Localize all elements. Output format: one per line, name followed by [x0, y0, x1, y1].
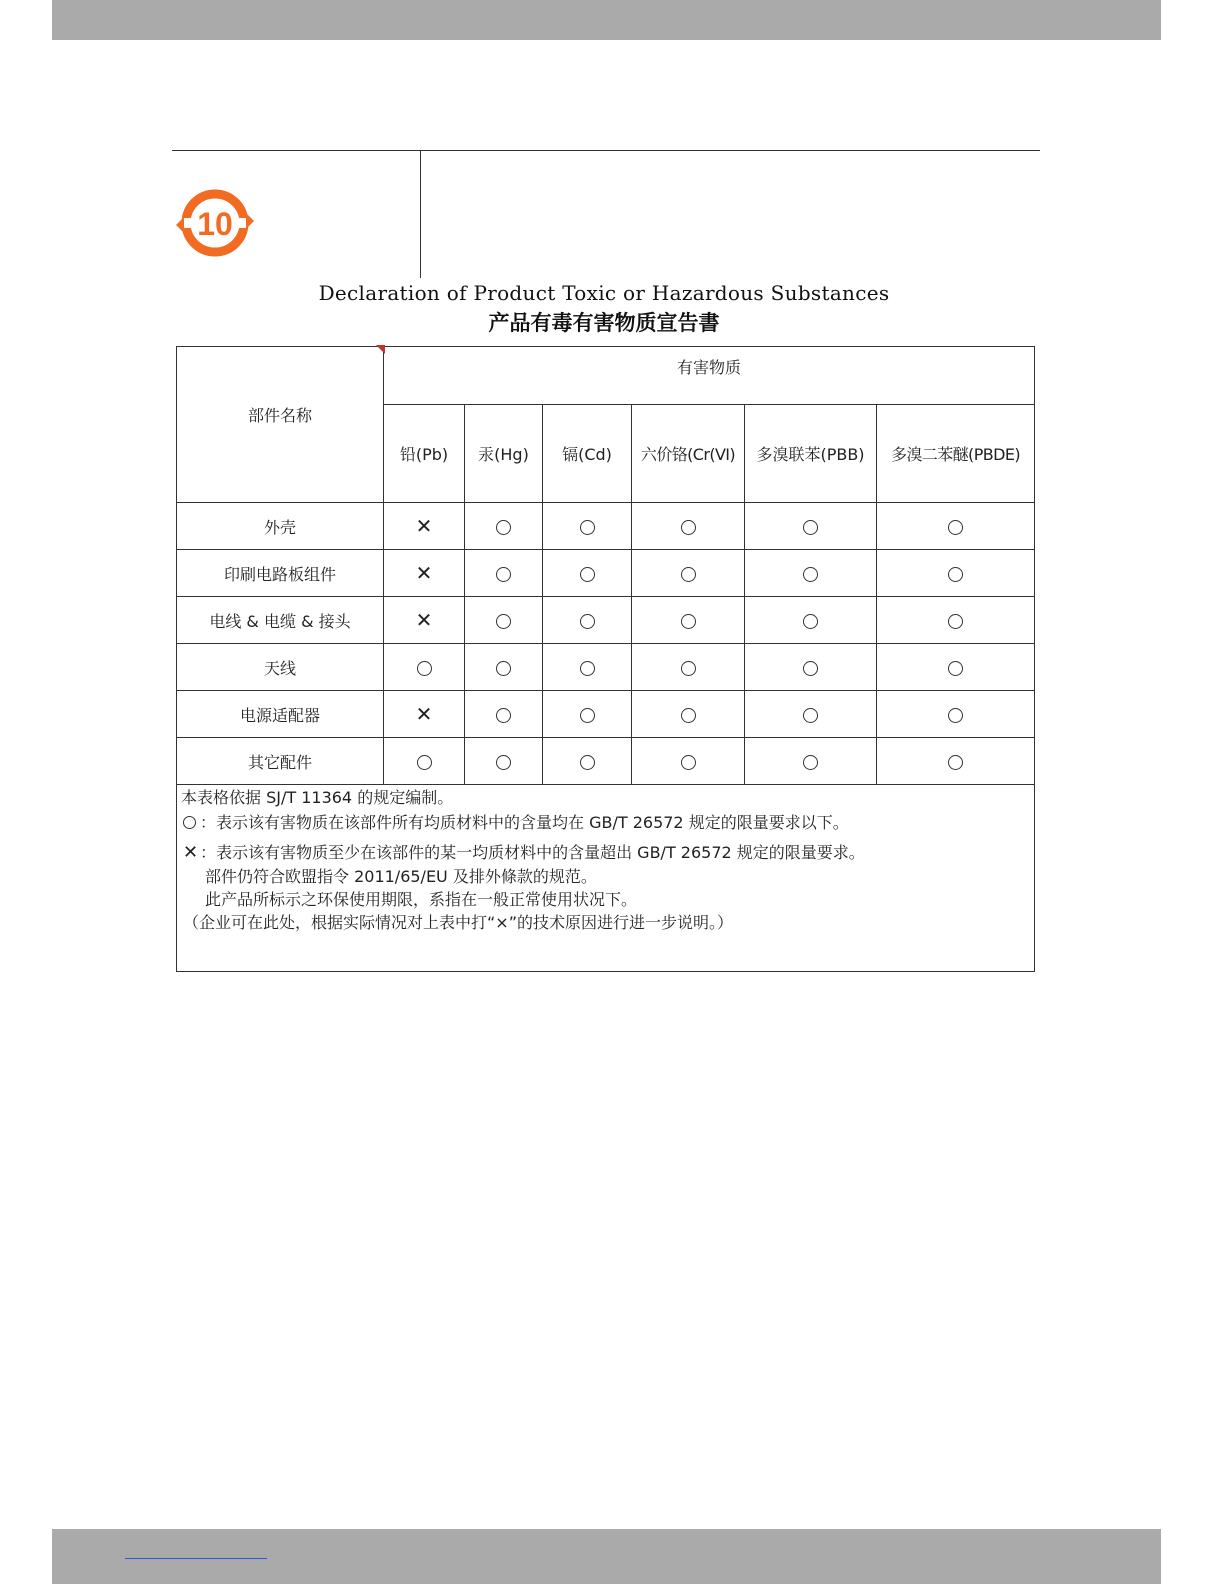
substance-status-cell: [543, 691, 632, 738]
substance-status-cell: [877, 503, 1035, 550]
within-limit-circle-icon: [948, 755, 963, 770]
substance-status-cell: [632, 503, 745, 550]
within-limit-circle-icon: [948, 661, 963, 676]
substance-status-cell: [745, 597, 877, 644]
table-row: [177, 503, 1035, 550]
header-bar: [52, 0, 1161, 40]
note-standard: 本表格依据 SJ/T 11364 的规定编制。: [181, 788, 454, 807]
part-name-cell: 电源适配器: [177, 691, 384, 738]
note-use-period: 此产品所标示之环保使用期限，系指在一般正常使用状况下。: [205, 890, 638, 909]
within-limit-circle-icon: [803, 755, 818, 770]
exceeds-limit-cross-icon: ✕: [415, 561, 433, 586]
substance-status-cell: [543, 503, 632, 550]
part-name-cell: 印刷电路板组件: [177, 550, 384, 597]
substance-status-cell: [745, 503, 877, 550]
substance-status-cell: [543, 644, 632, 691]
exceeds-limit-cross-icon: ✕: [415, 608, 433, 633]
header-rule: [172, 150, 1040, 151]
substance-status-cell: [384, 691, 465, 738]
substance-status-cell: [632, 550, 745, 597]
substance-status-cell: [632, 691, 745, 738]
part-name-cell: 天线: [177, 644, 384, 691]
comment-marker: [376, 345, 385, 354]
within-limit-circle-icon: [417, 755, 432, 770]
substance-status-cell: [877, 550, 1035, 597]
note-explanation: （企业可在此处，根据实际情况对上表中打“×”的技术原因进行进一步说明。）: [183, 913, 733, 932]
part-name-cell: 外壳: [177, 503, 384, 550]
within-limit-circle-icon: [803, 614, 818, 629]
table-row: [177, 691, 1035, 738]
substance-status-cell: [465, 691, 543, 738]
within-limit-circle-icon: [580, 567, 595, 582]
substance-status-cell: [384, 738, 465, 785]
within-limit-circle-icon: [496, 614, 511, 629]
within-limit-circle-icon: [681, 708, 696, 723]
substance-header-hg: 汞(Hg): [465, 405, 543, 503]
exceeds-limit-cross-icon: ✕: [415, 702, 433, 727]
within-limit-circle-icon: [948, 708, 963, 723]
notes-cell: [177, 785, 1035, 972]
table-row: [177, 550, 1035, 597]
substance-header-pbb: 多溴联苯(PBB): [745, 405, 877, 503]
substance-status-cell: [877, 738, 1035, 785]
substance-status-cell: [543, 550, 632, 597]
substance-status-cell: [384, 503, 465, 550]
within-limit-circle-icon: [417, 661, 432, 676]
within-limit-circle-icon: [948, 614, 963, 629]
substance-status-cell: [877, 644, 1035, 691]
declaration-title-english: Declaration of Product Toxic or Hazardous Substances: [318, 281, 890, 305]
substance-header-crvi: 六价铬(Cr(VI): [632, 405, 745, 503]
substance-status-cell: [384, 644, 465, 691]
within-limit-circle-icon: [496, 755, 511, 770]
part-name-cell: 电线 & 电缆 & 接头: [177, 597, 384, 644]
substance-status-cell: [465, 550, 543, 597]
within-limit-circle-icon: [681, 661, 696, 676]
hazardous-substances-header: 有害物质: [384, 347, 1035, 405]
within-limit-circle-icon: [496, 708, 511, 723]
within-limit-circle-icon: [580, 755, 595, 770]
substance-status-cell: [543, 738, 632, 785]
substance-status-cell: [465, 738, 543, 785]
substance-status-cell: [384, 550, 465, 597]
substance-status-cell: [745, 550, 877, 597]
within-limit-circle-icon: [681, 520, 696, 535]
table-row: [177, 644, 1035, 691]
within-limit-circle-icon: [580, 661, 595, 676]
within-limit-circle-icon: [803, 708, 818, 723]
within-limit-circle-icon: [496, 567, 511, 582]
note-below-limit: [177, 806, 1034, 831]
cross-symbol-icon: ✕: [183, 842, 199, 863]
note-exceeds-limit: [177, 831, 1034, 862]
substance-header-pbde: 多溴二苯醚(PBDE): [877, 405, 1035, 503]
substance-status-cell: [632, 738, 745, 785]
hazardous-substances-table: [176, 346, 1035, 972]
within-limit-circle-icon: [681, 614, 696, 629]
part-name-cell: 其它配件: [177, 738, 384, 785]
exceeds-limit-cross-icon: ✕: [415, 514, 433, 539]
within-limit-circle-icon: [580, 708, 595, 723]
substance-header-pb: 铅(Pb): [384, 405, 465, 503]
substance-header-cd: 镉(Cd): [543, 405, 632, 503]
within-limit-circle-icon: [580, 520, 595, 535]
within-limit-circle-icon: [948, 567, 963, 582]
substance-status-cell: [465, 644, 543, 691]
circle-symbol-icon: [183, 816, 196, 829]
substance-status-cell: [465, 503, 543, 550]
within-limit-circle-icon: [803, 567, 818, 582]
declaration-title-chinese: 产品有毒有害物质宣告書: [488, 311, 720, 335]
substance-status-cell: [745, 644, 877, 691]
within-limit-circle-icon: [496, 520, 511, 535]
logo-number: 10: [197, 206, 233, 242]
environmental-protection-use-period-logo: [176, 187, 254, 259]
substance-status-cell: [745, 691, 877, 738]
part-name-header-label: 部件名称: [247, 406, 312, 425]
substance-status-cell: [632, 644, 745, 691]
substance-status-cell: [543, 597, 632, 644]
within-limit-circle-icon: [948, 520, 963, 535]
footer-bar: [52, 1529, 1161, 1584]
part-name-header: [177, 347, 384, 503]
header-divider: [420, 150, 421, 278]
table-row: [177, 738, 1035, 785]
within-limit-circle-icon: [681, 567, 696, 582]
substance-status-cell: [632, 597, 745, 644]
note-exceeds-limit-text: ：表示该有害物质至少在该部件的某一均质材料中的含量超出 GB/T 26572 规定的限量要求。: [200, 843, 865, 862]
substance-status-cell: [465, 597, 543, 644]
substance-status-cell: [877, 597, 1035, 644]
footer-link[interactable]: [125, 1558, 267, 1559]
note-eu-directive: 部件仍符合欧盟指令 2011/65/EU 及排外條款的规范。: [205, 867, 597, 886]
within-limit-circle-icon: [803, 520, 818, 535]
within-limit-circle-icon: [681, 755, 696, 770]
table-row: [177, 597, 1035, 644]
substance-status-cell: [745, 738, 877, 785]
substance-status-cell: [877, 691, 1035, 738]
substance-status-cell: [384, 597, 465, 644]
note-below-limit-text: ：表示该有害物质在该部件所有均质材料中的含量均在 GB/T 26572 规定的限量要求以下。: [200, 813, 849, 832]
within-limit-circle-icon: [803, 661, 818, 676]
within-limit-circle-icon: [496, 661, 511, 676]
within-limit-circle-icon: [580, 614, 595, 629]
